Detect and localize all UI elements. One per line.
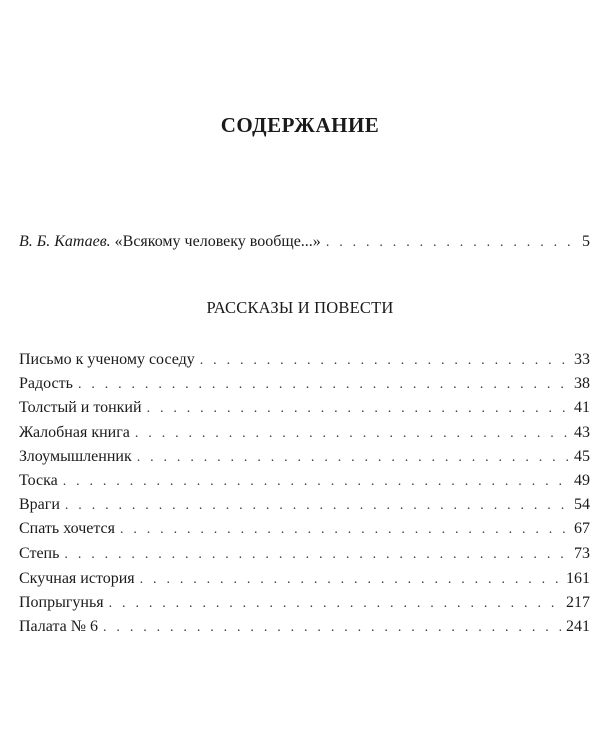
toc-entry-page: 241 <box>566 618 590 635</box>
toc-entry-page: 49 <box>574 472 590 489</box>
toc-entry-author: В. Б. Катаев. <box>19 233 111 250</box>
toc-entry-page: 33 <box>574 351 590 368</box>
toc-entry-page: 67 <box>574 520 590 537</box>
toc-entry-page: 54 <box>574 496 590 513</box>
toc-entry-title: Степь <box>19 545 60 562</box>
dot-leader <box>140 572 561 588</box>
toc-entry <box>19 496 590 518</box>
toc-entry-title: Палата № 6 <box>19 618 99 635</box>
toc-entry <box>19 545 590 567</box>
toc-entry-title: Скучная история <box>19 570 135 587</box>
toc-entry-page: 217 <box>566 594 590 611</box>
dot-leader <box>137 450 569 466</box>
dot-leader <box>63 474 569 490</box>
page-title: СОДЕРЖАНИЕ <box>220 113 380 137</box>
toc-entry <box>19 472 590 494</box>
toc-entry-page: 38 <box>574 375 590 392</box>
toc-entry-title: Радость <box>19 375 73 392</box>
dot-leader <box>326 235 575 251</box>
dot-leader <box>64 547 569 563</box>
toc-entry-page: 45 <box>574 448 590 465</box>
dot-leader <box>103 620 561 636</box>
toc-entry <box>19 351 590 373</box>
toc-entry-page: 41 <box>574 399 590 416</box>
dot-leader <box>200 353 569 369</box>
toc-entry-title: Спать хочется <box>19 520 115 537</box>
toc-entry <box>19 424 590 446</box>
toc-entry-title: Злоумышленник <box>19 448 132 465</box>
toc-entry-page: 161 <box>566 570 590 587</box>
toc-entry-title: Попрыгунья <box>19 594 104 611</box>
dot-leader <box>65 498 569 514</box>
dot-leader <box>135 426 569 442</box>
toc-entry <box>19 570 590 592</box>
toc-entry-page: 5 <box>582 233 590 250</box>
toc-entry <box>19 375 590 397</box>
dot-leader <box>120 522 569 538</box>
toc-entry-page: 43 <box>574 424 590 441</box>
toc-entry <box>19 594 590 616</box>
toc-entry <box>19 448 590 470</box>
toc-entry-title <box>19 233 321 251</box>
toc-entry-title: Жалобная книга <box>19 424 130 441</box>
toc-entry <box>19 399 590 421</box>
section-heading: РАССКАЗЫ И ПОВЕСТИ <box>206 298 394 317</box>
toc-entry-page: 73 <box>574 545 590 562</box>
toc-entry <box>19 520 590 542</box>
dot-leader <box>147 401 569 417</box>
dot-leader <box>109 596 561 612</box>
toc-entry-title: Тоска <box>19 472 58 489</box>
dot-leader <box>78 377 569 393</box>
toc-entry-title: Письмо к ученому соседу <box>19 351 195 368</box>
toc-entry-title: Враги <box>19 496 60 513</box>
toc-entry-title-text: «Всякому человеку вообще...» <box>114 233 321 250</box>
toc-entry <box>19 618 590 640</box>
toc-entry-intro <box>19 233 590 255</box>
toc-entry-title: Толстый и тонкий <box>19 399 142 416</box>
